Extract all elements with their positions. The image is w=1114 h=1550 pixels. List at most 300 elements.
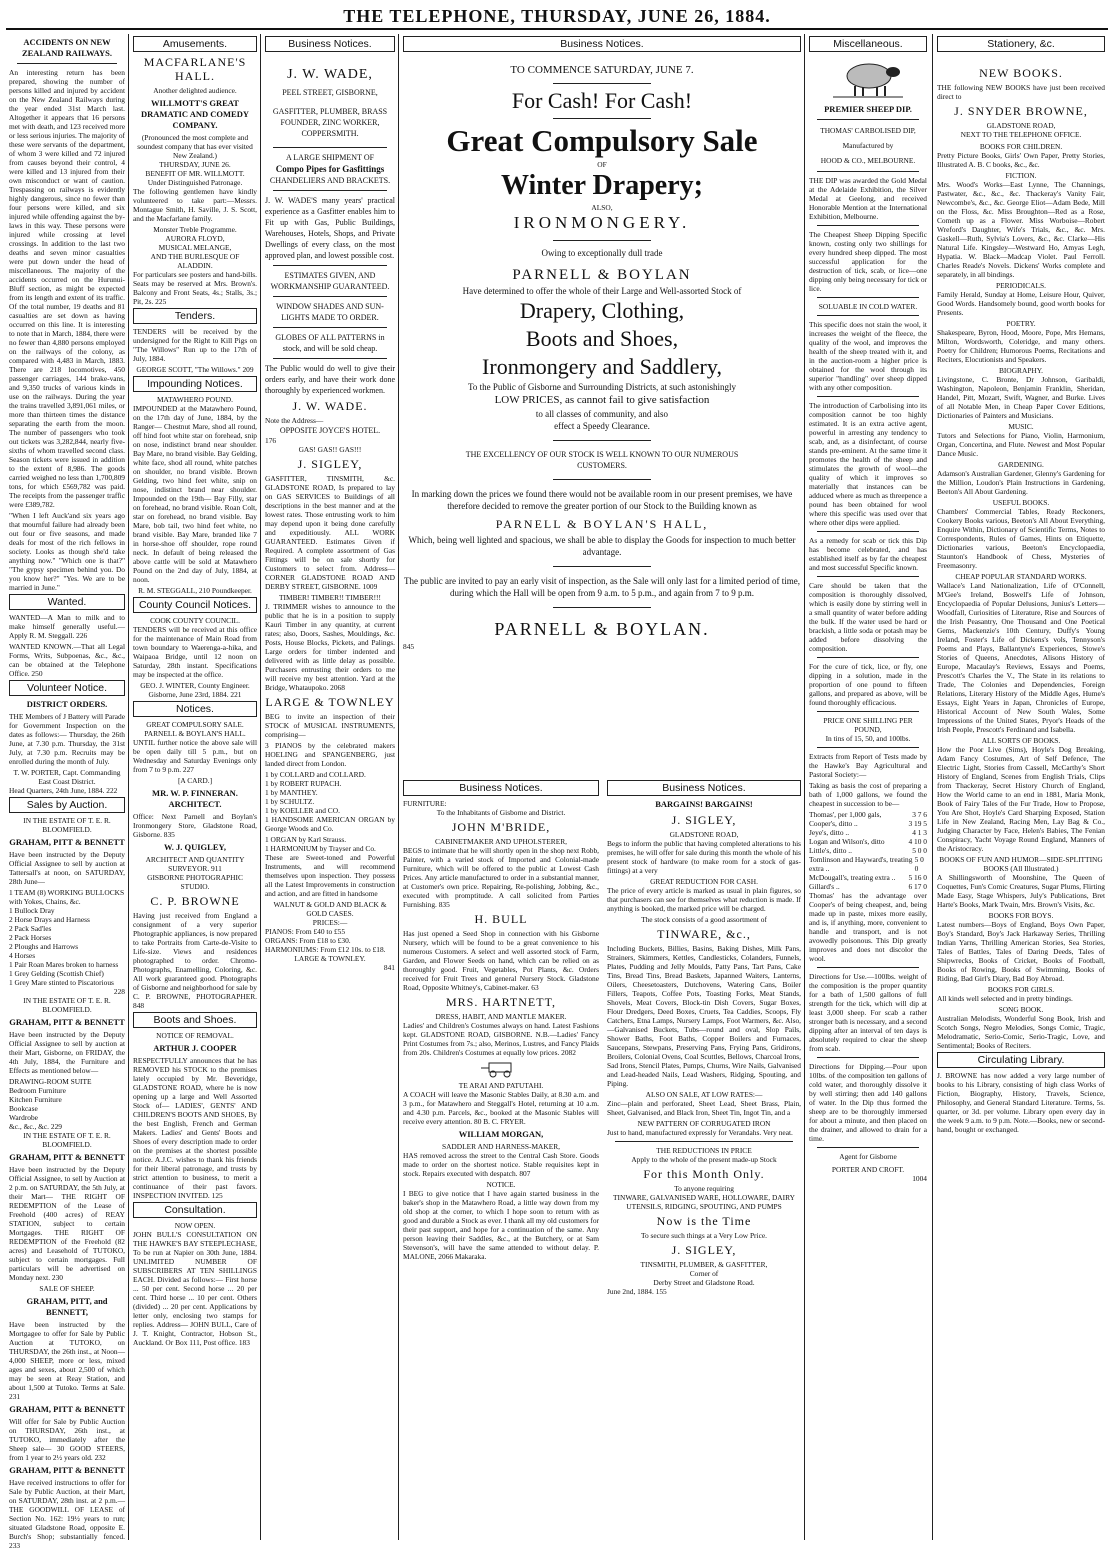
section-header-misc: Miscellaneous.	[809, 36, 927, 52]
list-item: Bookcase	[9, 1104, 38, 1113]
section-header-consultation: Consultation.	[133, 1202, 257, 1218]
ad-text: Will offer for Sale by Public Auction on THURSDAY, 26th inst., at TUTOKO, immediately after the Sheep sale— 30 GOOD STEERS, from 1 year to 2½ years old. 232	[9, 1417, 125, 1462]
ad-title: BARGAINS! BARGAINS!	[655, 799, 753, 809]
ad-title: BOOKS OF FUN AND HUMOR—SIDE-SPLITTING BOOKS (All Illustrated.)	[939, 855, 1103, 873]
table-cell-name: Logan and Wilson's, ditto	[809, 837, 885, 846]
section-header-amusements: Amusements.	[133, 36, 257, 52]
ad-signature: GEO. J. WINTER, County Engineer. Gisborne, June 23rd, 1884. 221	[140, 681, 250, 699]
ad-title: GRAHAM, PITT & BENNETT	[9, 1152, 125, 1162]
section-header-wanted: Wanted.	[9, 594, 125, 610]
ad-text: Extracts from Report of Tests made by the Hawke's Bay Agricultural and Pastoral Society:—	[809, 752, 927, 779]
ad-title: WILLIAM MORGAN,	[458, 1129, 544, 1139]
ad-title: GRAHAM, PITT & BENNETT	[9, 1017, 125, 1027]
ad-text: June 2nd, 1884. 155	[607, 1287, 667, 1296]
ad-text: Tutors and Selections for Piano, Violin, Harmonium, Organ, Concertina, and Flute. Newest and Most Popular Dance Music.	[937, 431, 1105, 458]
divider	[817, 747, 919, 748]
coach-icon	[481, 1060, 521, 1078]
list-item: 1 TEAM (8) WORKING BULLOCKS with Yokes, Chains, &c.	[9, 888, 125, 906]
ad-text: Including Buckets, Billies, Basins, Baking Dishes, Milk Pans, Strainers, Skimmers, Kettles, Candlesticks, Colanders, Funnels, Plates, Pudding and Jelly Moulds, Patty Pans, Tart Pans, Cake Tins, Bread Tins, Bread Baskets, Japanned Waiters, Lanterns, Oilers, Cheesetoasters, Dutchovens, Watering Cans, Boiler Fillers, Teapots, Coffee Pots, Toasting Forks, Meat Stands, Shovels, Meat Covers, Block-tin Dish Covers, Sugar Boxes, Flour Dredgers, Deed Boxes, Cruets, Tea Caddies, Scoops, Fly Catchers, Etna Lamps, Nursery Lamps, Foot Warmers, &c. Also,—Galvanised Buckets, Tubs—round and oval, Slop Pails, Shower Baths, Foot Baths, Copper Boilers and Furnaces, Saucepans, Stewpans, Preserving Pans, Frying Pans, Gridirons, Broilers, Colonial Ovens, Coal Scuttles, Bellows, Charcoal Irons, Sad Irons, Stencil Plates, Pumps, Churns, Wire Nails, Galvanised and Lead-headed Nails, Lead Washers, Ridging, Spouting, and Piping.	[607, 944, 801, 1088]
ad-text: Have been instructed by the Deputy Official Assignee to sell by auction at their Mart, Gisborne, on FRIDAY, the 4th July, 1884, the Furniture and Effects as mentioned below—	[9, 1030, 125, 1075]
ad-text: 1 HARMONIUM by Trayser and Co.	[265, 844, 376, 853]
ad-signature: J. W. WADE.	[292, 399, 368, 413]
list-item: Kitchen Furniture	[9, 1095, 62, 1104]
ad-title: MACFARLANE'S HALL.	[143, 55, 247, 83]
ad-text: To the Public of Gisborne and Surrounding Districts, at such astonishingly	[467, 382, 737, 392]
ad-text: Adamson's Australian Gardener, Glenny's Gardening for the Million, Loudon's Plain Instructions in Gardening, Beeton's All About Gardening.	[937, 469, 1105, 496]
table-cell-name: Thomas', per 1,000 gals,	[809, 810, 882, 819]
ad-text: Mrs. Wood's Works—East Lynne, The Channings, Pastwater, &c., &c., &c. Thackeray's Vanity Fair, Newcombe's, &c., &c. George Eliot—Adam Bede, Mill on the Floss, &c. Miss Broughton—Red as a Rose, Cometh up as a Flower. Miss Worboise—Robert Wreford's Daughter, Wife's Trials, &c., &c. Mrs. Gaskell—Ruth, Sylvia's Lovers, &c., &c. Clarke—His Natural Life. Kingsley—Westward Ho, Amyas Legh, Hypatia. W. Black—Madcap Violet. Paul Ferroll. Charles Reade's Novels. Dickens' Works complete and separately, in all bindings.	[937, 180, 1105, 279]
ad-text: WALNUT & GOLD AND BLACK & GOLD CASES.	[273, 900, 387, 918]
divider	[817, 171, 919, 172]
ad-text: NEW PATTERN OF CORRUGATED IRON	[637, 1119, 771, 1128]
ad-text: THE DIP was awarded the Gold Medal at the Adelaide Exhibition, the Silver Medal at Geelong, and received Honorable Mention at the International Exhibition, Melbourne.	[809, 176, 927, 221]
ad-title: TINWARE, &c.,	[657, 927, 751, 941]
ad-text: In marking down the prices we found there would not be available room in our present premises, we have therefore decided to remove the greater portion of our Stock to the Building known as	[411, 489, 793, 511]
ad-text: Owing to exceptionally dull trade	[541, 248, 663, 258]
list-item: 2 Ploughs and Harrows	[9, 942, 79, 951]
ad-text: Wallace's Land Nationalization, Life of O'Connell, M'Gee's Ireland, Boswell's Life of Johnson, Encyclopaedia of Popular Delusions, Junius's Letters—Woodfall, Curiosities of Literature, Rise and Sources of the Irish Peasantry, One Thousand and One Poetical Gems, Mackenzie's 10th Century, Duffy's Young Ireland, Foster's Life of Dickens's vols, Tennyson's Poems and Plays, Ballantyne's Experiences, Stowe's Stories of Queens, Anecdotes, Alisons History of Europe, Macaulay's Reviews, Essays and Poems, Prescott's Charles the V., The State in its relations to Trade, The Colonies and Dependencies, Foreign Relations, Literary History of the Middle Ages, Hume's Essays, Eight Years in Japan, Chronicles of Europe, Historical Account of New South Wales, Some Impressions of the United States, Pryor's Heads of the Irish People, Prescott's Ferdinand and Isabella.	[937, 581, 1105, 734]
ad-title: C. P. BROWNE	[150, 894, 240, 908]
ad-title: SALE OF SHEEP.	[39, 1284, 95, 1293]
ad-title: PARNELL & BOYLAN'S HALL,	[495, 517, 709, 531]
table-cell-price: 5 0 0	[912, 846, 927, 855]
divider	[817, 396, 919, 397]
ad-text: 1 ORGAN by Karl Strauss.	[265, 835, 347, 844]
sheep-icon	[833, 58, 903, 98]
ad-text: TO COMMENCE SATURDAY, JUNE 7.	[510, 64, 694, 76]
ad-title: IN THE ESTATE OF T. E. R. BLOOMFIELD.	[23, 1131, 111, 1149]
ad-text: THOMAS' CARBOLISED DIP,	[820, 126, 916, 135]
ad-text: GLADSTONE ROAD,	[669, 830, 739, 839]
ad-title: For this Month Only.	[643, 1167, 765, 1181]
ad-signature: R. M. STEGGALL, 210 Poundkeeper.	[138, 586, 252, 595]
ad-title: ALL SORTS OF BOOKS.	[981, 736, 1061, 745]
ad-title: PERIODICALS.	[996, 281, 1046, 290]
ad-signature: J. SIGLEY,	[671, 1243, 737, 1257]
ad-text: [A CARD.]	[177, 776, 213, 785]
ad-text: To the Inhabitants of Gisborne and District.	[436, 808, 566, 817]
ad-text: effect a Speedy Clearance.	[554, 421, 650, 431]
list-item: 2 Pack Horses	[9, 933, 52, 942]
ad-text: MUSICAL MELANGE,	[158, 243, 232, 252]
ad-title: GRAHAM, PITT & BENNETT	[9, 1404, 125, 1414]
table-cell-price: 4 1 3	[912, 828, 927, 837]
ad-text: Derby Street and Gladstone Road.	[653, 1278, 755, 1287]
ad-text: Have been instructed by the Deputy Official Assignee to sell by auction at Tattersall's at noon, on SATURDAY, 28th June—	[9, 850, 125, 886]
ad-title: BOOKS FOR GIRLS.	[987, 985, 1055, 994]
ad-text: GLOBES OF ALL PATTERNS in stock, and will be sold cheap.	[275, 333, 385, 353]
ad-text: Office: Next Parnell and Boylan's Ironmongery Store, Gladstone Road, Gisborne. 835	[133, 812, 257, 839]
ad-text: SADDLER AND HARNESS-MAKER,	[441, 1142, 561, 1151]
ad-text: A LARGE SHIPMENT OF	[285, 153, 375, 162]
ad-text: UNTIL further notice the above sale will be open daily till 5 p.m., but on Wednesday and Saturday Evenings only from 7 to 9 p.m. 227	[133, 738, 257, 774]
divider	[817, 315, 919, 316]
ad-number: 228	[113, 987, 125, 996]
ad-text: Agent for Gisborne	[839, 1152, 897, 1161]
ad-text: Australian Melodists, Wonderful Song Book, Irish and Scotch Songs, Negro Melodies, Songs Comic, Tragic, Melodramatic, Serio-Comic, Serio-Tragic, Love, and Sentimental; Books of Reciters.	[937, 1014, 1105, 1050]
column-6	[604, 778, 804, 1540]
ad-text: I BEG to give notice that I have again started business in the baker's shop in the Matawhero Road, a little way down from my old shop at the corner, to which I hope soon to return with as good and durable a Stock as ever. I thank all my old customers for their past support, and hope for a continuation of the same. Any person leaving their Saddles, &c., at the Butchery, or at Sam Stevenson's, will have the same attended to without delay. P. MALONE, 2066 Makaraka.	[403, 1189, 599, 1261]
ad-text: HAS removed across the street to the Central Cash Store. Goods made to order on the shortest notice. Stable requisites kept in stock. Repairs executed with despatch. 807	[403, 1151, 599, 1178]
ad-title: COOK COUNTY COUNCIL.	[150, 616, 240, 625]
ad-text: Taking as basis the cost of preparing a bath of 1,000 gallons, we found the cheapest in succession to be—	[809, 781, 927, 808]
section-header-impounding: Impounding Notices.	[133, 376, 257, 392]
ad-text: The stock consists of a good assortment of	[641, 915, 767, 924]
ad-text: Monster Treble Programme.	[153, 225, 237, 234]
ad-title: Now is the Time	[656, 1214, 752, 1228]
ad-text: The price of every article is marked as usual in plain figures, so that purchasers can see for themselves what reduction is made. If anything is booked, the marked price will be charged.	[607, 886, 801, 913]
section-header-sales: Sales by Auction.	[9, 797, 125, 813]
section-header-business: Business Notices.	[403, 780, 599, 796]
divider	[273, 358, 387, 359]
divider	[817, 225, 919, 226]
ad-text: RESPECTFULLY announces that he has REMOVED his STOCK to the premises lately occupied by Mr. Beveridge, GLADSTONE ROAD, where he is now opening up a large and Well Assorted Stock of— LADIES', GENTS' AND CHILDREN'S BOOTS AND SHOES, By the best English, French and German Makers. Ladies' and Gents' Boots and Shoes of every description made to order on the premises at the shortest possible notice. A.J.C. wishes to thank his friends for their liberal patronage, and trusts by strict attention to business, to merit a continuance of their past favors. INSPECTION INVITED. 125	[133, 1056, 257, 1200]
ad-title: J. SIGLEY,	[297, 457, 363, 471]
ad-text: Directions for Use.—100lbs. weight of the composition is the proper quantity for a bath of 1,500 gallons of full strength for the tick, which will dip at least 3,000 sheep. For scab a rather stronger bath is necessary, and a second dipping after an interval of ten days is absolutely required to clear the sheep from scab.	[809, 972, 927, 1053]
ad-text: CHANDELIERS AND BRACKETS.	[269, 176, 391, 185]
divider	[553, 440, 651, 441]
ad-text: THE EXCELLENCY OF OUR STOCK IS WELL KNOWN TO OUR NUMEROUS CUSTOMERS.	[465, 450, 739, 470]
ad-text: OPPOSITE JOYCE'S HOTEL.	[279, 426, 381, 435]
divider	[817, 1147, 919, 1148]
ad-text: The following gentlemen have kindly volunteered to take part:—Messrs. Montague Smith, H. Saville, J. S. Scott, and the Macfarlane family.	[133, 187, 257, 223]
ad-text: GASFITTER, TINSMITH, &c. GLADSTONE ROAD, Is prepared to lay on GAS SERVICES to Buildings of all descriptions in the best manner and at the lowest rates. Those entrusting work to him may depend upon it being done carefully and expeditiously. ALL WORK GUARANTEED. Estimates Given if Required. A complete assortment of Gas Fittings will be on sale shortly for Customers to select from. Address— CORNER GLADSTONE ROAD AND DERBY STREET, GISBORNE. 1009	[265, 474, 395, 591]
ad-text: BEG to invite an inspection of their STOCK of MUSICAL INSTRUMENTS, comprising—	[265, 712, 395, 739]
list-item: 4 Horses	[9, 951, 36, 960]
ad-text: Corner of	[689, 1269, 719, 1278]
ad-number: 176	[265, 436, 277, 445]
divider	[17, 63, 117, 64]
list-item: 1 by COLLARD and COLLARD.	[265, 770, 366, 779]
ad-text: GLADSTONE ROAD,	[986, 121, 1056, 130]
ad-text: HARMONIUMS: From £12 10s. to £18.	[265, 945, 386, 954]
table-row	[809, 810, 927, 819]
ad-text: DRESS, HABIT, AND MANTLE MAKER.	[435, 1012, 567, 1021]
ad-text: Which, being well lighted and spacious, we shall be able to display the Goods for inspection to much better advantage.	[408, 535, 796, 557]
section-header-stationery: Stationery, &c.	[937, 36, 1105, 52]
ad-text: TENDERS will be received at this office for the maintenance of Main Road from town boundary to Waerenga-a-hika, and Waipaoa Bridge, until 12 noon on Saturday, 28th instant. Specifications may be inspected at the office.	[133, 625, 257, 679]
ad-title: SONG BOOK.	[998, 1005, 1044, 1014]
divider	[553, 83, 651, 84]
ad-text: PRICE ONE SHILLING PER POUND,	[823, 716, 913, 734]
ad-text: Has just opened a Seed Shop in connection with his Gisborne Nursery, which will be found to be a great convenience to his numerous Customers. A select and well assorted stock of Farm, Garden, and Flower Seeds on hand, which can be relied on as thoroughly good. Fruit, Vegetables, Pot Plants, &c. Orders received for Fruit Trees and general Nursery Stock. Gladstone Road, Opposite Whitney's, Cabinet-maker. 63	[403, 929, 599, 992]
ad-text: J. W. WADE'S many years' practical experience as a Gasfitter enables him to Fit up with Gas, Public Buildings, Warehouses, Hotels, Shops, and Private Dwellings of every class, on the most approved plan, and lowest possible cost.	[265, 196, 395, 260]
ad-number: 1004	[912, 1174, 927, 1183]
ad-text: Having just received from England a consignment of a very superior Photographic appliances, is now prepared to take Portraits from Carte-de-Visite to Life-size. Views and residences photographed to order. Chromo-Photographs, Enamelling, Coloring, &c. All work guaranteed good. Photographs of Gisborne and neighborhood for sale by C. P. BROWNE, PHOTOGRAPHER. 848	[133, 911, 257, 1010]
list-item: 1 Bullock Dray	[9, 906, 55, 915]
ad-text: Just to hand, manufactured expressly for Verandahs. Very neat.	[607, 1128, 793, 1137]
ad-title: NOW OPEN.	[174, 1221, 216, 1230]
ad-text: BEGS to intimate that he will shortly open in the shop next Robb, Painter, with a varied stock of Imported and Colonial-made Furniture, which will be offered to the public at Lowest Cash Prices. Any article manufactured to order in a substantial manner, at Customer's own price. Repairing, Re-polishing, Jobbing, &c., executed with promptitude. A call solicited from Parties Furnishing. 835	[403, 846, 599, 909]
ad-text: Have determined to offer the whole of their Large and Well-assorted Stock of	[462, 286, 742, 296]
ad-title: J. W. WADE,	[287, 67, 373, 82]
ad-text: These are Sweet-toned and Powerful Instruments, and will recommend themselves upon inspection. They possess all the Latest Improvements in construction and action, and are fitted in handsome	[265, 853, 395, 898]
table-row	[809, 855, 927, 873]
ad-text: ESTIMATES GIVEN, AND WORKMANSHIP GUARANTEED.	[270, 271, 390, 291]
ad-text: IMPOUNDED at the Matawhero Pound, on the 17th day of June, 1884, by the Ranger— Chestnut Mare, shod all round, off hind foot white star on forehead, snip on nose, indistinct brand near shoulder. Bay Mare, no brand visible. Bay Gelding, white face, shod all round, white patches on shoulder, no brand visible. Brown Gelding, two hind feet white, snip on nose, indistinct brand near shoulder. Impounded on the 19th— Bay Filly, star on forehead, no brand visible. Roan Colt, star on forehead, no brand visible. Bay Mare, bob tail, two hind feet white, no brand visible. Bay Mare, branded like 7 in horse-shoe off shoulder, rope round neck. In default of being released the above cattle will be sold at Matawhero Pound on the 2nd day of July, 1884, at noon.	[133, 404, 257, 584]
ad-text: THURSDAY, JUNE 26.	[159, 160, 231, 169]
ad-text: Directions for Dipping.—Pour upon 10lbs. of the composition ten gallons of cold water, and thoroughly dissolve it by well stirring; then add 140 gallons of water. In the Dip thus formed the sheep are to be thoroughly immersed for about a minute, and then placed on the drainer, and allowed to drain for a time.	[809, 1062, 927, 1143]
columns	[6, 34, 1108, 1550]
divider	[817, 119, 919, 120]
ad-text: JOHN BULL'S CONSULTATION ON THE HAWKE'S BAY STEEPLECHASE, To be run at Napier on 30th June, 1884. UNLIMITED NUMBER OF SUBSCRIBERS AT TEN SHILLINGS EACH. Divided as follows:— First horse ... 50 per cent. Second horse ... 20 per cent. Third horse ... 10 per cent. Others (divided) ... 20 per cent. Applications by letter only, enclosing two stamps for replies. Address— JOHN BULL, Care of J. T. Knight, Contractor, Hobson St., Auckland. Or Box 111, Post office. 183	[133, 1230, 257, 1347]
divider	[817, 657, 919, 658]
column-1	[6, 34, 128, 1550]
divider	[817, 1057, 919, 1058]
section-header-county: County Council Notices.	[133, 597, 257, 613]
ad-title: BOOKS FOR BOYS.	[988, 911, 1054, 920]
ad-title: NEW BOOKS.	[979, 66, 1063, 80]
ad-title: GARDENING.	[998, 460, 1044, 469]
ad-signature: LARGE & TOWNLEY.	[294, 954, 366, 963]
ad-title: MUSIC.	[1008, 422, 1034, 431]
ad-text: Another delighted audience.	[153, 86, 237, 95]
ad-title: MR. W. P. FINNERAN. ARCHITECT.	[152, 788, 238, 809]
ad-text: For particulars see posters and hand-bills. Seats may be reserved at Mrs. Brown's. Balcony and Front Seats, 4s.; Stalls, 3s.; Pit, 2s. 225	[133, 270, 257, 306]
ad-text: Apply to the whole of the present made-up Stock	[631, 1155, 777, 1164]
ad-text: PARNELL & BOYLAN'S HALL.	[144, 729, 246, 738]
ad-text: TINWARE, GALVANISED WARE, HOLLOWARE, DAIRY UTENSILS, RIDGING, SPOUTING, AND PUMPS	[613, 1193, 795, 1211]
ad-headline: Boots and Shoes,	[525, 326, 679, 351]
ad-text: The introduction of Carbolising into its composition cannot be too highly estimated. It is an extra active agent, powerful in arresting any tendency to scab, and, as a disinfectant, of course stands pre-eminent. At the same time it promotes the health of the sheep and stimulates the growth of wool—the quality of which it improves so materially that instances can be adduced where as much as threepence a pound has been obtained for wool where this specific was used over that where other dips were applied.	[809, 401, 927, 527]
list-item: 1 Grey Gelding (Scottish Chief)	[9, 969, 104, 978]
ad-title: For Cash! For Cash!	[511, 88, 693, 113]
ad-headline: IRONMONGERY.	[513, 213, 691, 232]
ad-title: GRAHAM, PITT, and BENNETT,	[26, 1296, 108, 1317]
table-row	[809, 837, 927, 846]
ad-text: WANTED—A Man to milk and to make himself generally useful.—Apply R. M. Steggall. 226	[9, 613, 125, 640]
table-row	[809, 828, 927, 837]
list-item: 2 Horse Drays and Harness	[9, 915, 90, 924]
ad-title: MATAWHERO POUND.	[156, 395, 233, 404]
ad-text: ALSO,	[591, 203, 613, 212]
ad-text: AURORA FLOYD,	[165, 234, 225, 243]
article-body: An interesting return has been prepared, showing the number of persons killed and injured by accident on the New Zealand Railways during the year ended 31st March last. Altogether it appears that 16 persons met with death, and 123 received more or less serious injuries. The majority of these were servants of the department, of whom 3 were killed and 72 injured from causes beyond their control, 4 were killed and 13 injured from their own misconduct or want of caution. Trespassing on railways is evidently highly dangerous, since no fewer than four persons were killed, and six injured while offending against the by-laws in this way. These persons were injured while crossing at level crossings. In addition to the last two deaths and seven minor casualties were put down under the head of miscellaneous. The majority of the accidents occurred on the Hurunui-Bluff section, as might be expected from its length and extent of its traffic. Of the total number, 19 deaths and 81 casualties are set down as having occurred on this line. It is interesting to note that in March, 1884, there were no fewer than 4,880 persons employed on the railways of the colony, as compared with 4,483 in March, 1883. There are 218 locomotives, 450 passenger carriages, 144 brake-vans, and 9,350 trucks of various kinds in use on the railways. During the year the trains travelled 3,891,061 miles, or more than thirteen times the distance separating the earth from the moon. The number of passengers who took out tickets was 3,282,844, nearly five-sixths of whom travelled second class. Season tickets were issued in addition to the extent of 8,986. The goods carried weighed no less than 1,700,809 tons, for which £569,782 was paid. The receipts from the passenger traffic were £389,782.	[9, 68, 125, 509]
ad-text: Compo Pipes for Gasfittings	[275, 164, 385, 174]
ad-text: Pretty Picture Books, Girls' Own Paper, Pretty Stories, Illustrated A. B. C books, &c., &c.	[937, 151, 1105, 169]
ad-text: Begs to inform the public that having completed alterations to his premises, he will offer for sale during this month the whole of his present stock of hardware (to make room for a stock of gas-fittings) at a very	[607, 839, 801, 875]
ad-text: TENDERS will be received by the undersigned for the Right to Kill Pigs on "The Willows" Run up to the 17th of July, 1884.	[133, 327, 257, 363]
ad-text: In tins of 15, 50, and 100lbs.	[825, 734, 911, 743]
list-item: 1 by KOELLER and CO.	[265, 806, 340, 815]
divider	[817, 711, 919, 712]
table-cell-price: 3 7 6	[912, 810, 927, 819]
ad-text: Manufactured by	[842, 141, 894, 150]
divider	[553, 118, 651, 119]
ad-text: The public are invited to pay an early visit of inspection, as the Sale will only last for a limited period of time, during which the Hall will be open from 9 a.m. to 5 p.m., and again from 7 to 9 p.m.	[404, 576, 800, 598]
ad-text: SOLUABLE IN COLD WATER.	[818, 302, 918, 311]
divider	[273, 190, 387, 191]
divider	[553, 479, 651, 480]
ad-text: OF	[597, 160, 607, 169]
ad-text: The Cheapest Sheep Dipping Specific known, costing only two shillings for every hundred sheep dipped. The most successful application for the destruction of tick, scab, or lice—one dipping only being necessary for tick or lice.	[809, 230, 927, 293]
divider	[817, 576, 919, 577]
column-3	[262, 34, 398, 1540]
ad-text: To anyone requiring	[674, 1184, 734, 1193]
ad-text: J. BROWNE has now added a very large number of books to his Library, consisting of high class Works of Fiction, Biography, History, Travels, Science, Philosophy, and General Standard Literature. Terms, 5s. quarter, or 3d. per volume. Library open every day in the week 9 a.m. to 9 p.m. Note.—Books, new or second-hand, bought or exchanged.	[937, 1071, 1105, 1134]
list-item: Bedroom Furniture	[9, 1086, 66, 1095]
ad-title: IN THE ESTATE OF T. E. R. BLOOMFIELD.	[23, 816, 111, 834]
ad-text: Have been instructed by the Deputy Official Assignee, to sell by Auction at 2 p.m. on SATURDAY, the 5th July, at their Mart— THE RIGHT OF REDEMPTION of the Lease of Freehold (400 acres) of REAY STATION, subject to certain Mortgages. THE RIGHT OF REDEMPTION of the Freehold (82 acres) and Leasehold of TUTOKO, subject to certain mortgages. Full particulars will be advertised on Monday next. 230	[9, 1165, 125, 1282]
ad-title: JOHN M'BRIDE,	[451, 820, 551, 834]
ad-text: 1 HANDSOME AMERICAN ORGAN by George Woods and Co.	[265, 815, 395, 833]
ad-text: For the cure of tick, lice, or fly, one dipping in a solution, made in the proportion of one pound to fifteen gallons, and prepared as above, will be found thoroughly efficacious.	[809, 662, 927, 707]
divider	[273, 265, 387, 266]
list-item: 1 Pair Roan Mares broken to harness	[9, 960, 119, 969]
list-item: &c., &c., &c. 229	[9, 1122, 62, 1131]
ad-text: GREAT REDUCTION FOR CASH.	[650, 877, 758, 886]
ad-text: THE following NEW BOOKS have just been received direct to	[937, 83, 1105, 101]
ad-text: PEEL STREET, GISBORNE,	[282, 88, 378, 97]
ad-title: WILLMOTT'S GREAT DRAMATIC AND COMEDY COMPANY.	[141, 98, 249, 130]
ad-number: 845	[403, 642, 415, 651]
ad-text: NEXT TO THE TELEPHONE OFFICE.	[960, 130, 1082, 139]
ad-title: PREMIER SHEEP DIP.	[824, 104, 912, 114]
ad-title: NOTICE OF REMOVAL.	[156, 1031, 234, 1040]
price-table	[809, 810, 927, 891]
table-cell-name: Jeye's, ditto ..	[809, 828, 850, 837]
table-cell-price: 5 16 0	[908, 873, 927, 882]
ad-text: THE REDUCTIONS IN PRICE	[656, 1146, 752, 1155]
ad-title: CHEAP POPULAR STANDARD WORKS.	[955, 572, 1087, 581]
ad-text: PRICES:—	[312, 918, 348, 927]
center-advert	[400, 34, 804, 774]
ad-text: Livingstone, C. Bronte, Dr Johnson, Garibaldi, Washington, Napoleon, Benjamin Franklin, Sheridan, Handel, Pitt, Mozart, Swift, Wagner, and Burke. Lives of all Notable Men, in Cheap Paper Cover Editions, Dictionaries of Painters and Musicians.	[937, 375, 1105, 420]
ad-text: BENEFIT OF MR. WILLMOTT.	[145, 169, 245, 178]
ad-text: FURNITURE:	[403, 799, 447, 808]
table-cell-price: 4 10 0	[908, 837, 927, 846]
divider	[817, 967, 919, 968]
ad-text: Care should be taken that the composition is thoroughly dissolved, which is easily done by stirring well in a small quantity of water before adding the bulk. If the water used be hard or brackish, a little soda or potash may be added before dissolving the composition.	[809, 581, 927, 653]
ad-text: J. TRIMMER wishes to announce to the public that he is in a position to supply Kauri Timber in any quantity, at current rates; also, Doors, Sashes, Mouldings, &c. Posts, House Blocks, Pickets, and Palings. Large orders for timber indented and delivered with as little delay as possible. Purchasers entrusting their orders to me will receive my best attention. Yard at the Bridge, Whataupoko. 2068	[265, 602, 395, 692]
section-header-business: Business Notices.	[265, 36, 395, 52]
list-item: 1 by SCHULTZ.	[265, 797, 315, 806]
ad-title: GRAHAM, PITT & BENNETT	[9, 837, 125, 847]
ad-title: J. SIGLEY,	[671, 813, 737, 827]
list-item: 1 by ROBERT RUPACH.	[265, 779, 342, 788]
table-cell-price: 5 0 0	[914, 855, 924, 873]
ad-text: AND THE BURLESQUE OF ALADDIN.	[150, 252, 240, 270]
ad-text: As a remedy for scab or tick this Dip has become celebrated, and has established itself as by far the cheapest and most successful Specific known.	[809, 536, 927, 572]
ad-text: ARCHITECT AND QUANTITY SURVEYOR. 911	[145, 855, 245, 873]
column-8	[934, 34, 1108, 1540]
ad-text: ORGANS: From £18 to £30.	[265, 936, 351, 945]
table-cell-name: Tomlinson and Hayward's, treating extra ..	[809, 855, 913, 873]
ad-text: Thomas' has the advantage over Cooper's of being cheapest, and, being made up in paste, mixes more easily, and is, if anything, more, convenient to handle and transport, and is not avowedly poisonous. This Dip greatly improves and does not discolor the wool.	[809, 891, 927, 963]
ad-text: Latest numbers—Boys of England, Boys Own Paper, Boy's Standard, Boy's Jack Harkaway Series, Thrilling Indian Yarns, Thrilling American Stories, Sea Stories, Tales of Battles, Tales of Daring Deeds, Tales of Shipwrecks, Books of Cricket, Books of Football, Books of Rowing, Books of Swimming, Books of Riding, Bad Girl's Diary, Bad Boy Abroad.	[937, 920, 1105, 983]
divider	[553, 240, 651, 241]
masthead: THE TELEPHONE, THURSDAY, JUNE 26, 1884.	[6, 4, 1108, 30]
ad-text: CABINETMAKER AND UPHOLSTERER,	[434, 837, 567, 846]
ad-text: 3 PIANOS by the celebrated makers HOELING and SPANGENBERG, just landed direct from London.	[265, 741, 395, 768]
ad-title: BOOKS FOR CHILDREN.	[979, 142, 1063, 151]
ad-title: ARTHUR J. COOPER	[153, 1043, 237, 1053]
column-7	[806, 34, 930, 1540]
column-2	[130, 34, 260, 1540]
table-cell-name: McDougall's, treating extra ..	[809, 873, 896, 882]
table-cell-name: Gillard's ..	[809, 882, 840, 891]
ad-signature: PORTER AND CROFT.	[831, 1165, 905, 1174]
ad-text: All kinds well selected and in pretty bindings.	[937, 994, 1073, 1003]
ad-text: The Public would do well to give their orders early, and have their work done thoroughly by experienced workmen.	[265, 364, 395, 395]
ad-headline: Great Compulsory Sale	[446, 123, 758, 158]
ad-headline: Ironmongery and Saddlery,	[482, 354, 722, 379]
divider	[615, 1141, 793, 1142]
ad-text: Have received instructions to offer for Sale by Public Auction, at their Mart, on SATURDAY, 28th inst. at 2 p.m.— THE GOODWILL OF LEASE of Section No. 162: 19½ years to run; situated Gladstone Road, opposite E. Burch's Shop; substantially fenced. 233	[9, 1478, 125, 1550]
table-cell-price: 6 17 0	[908, 882, 927, 891]
table-row	[809, 873, 927, 882]
ad-signature: T. W. PORTER, Capt. Commanding East Coast District.	[13, 768, 121, 786]
divider	[273, 147, 387, 148]
divider	[553, 566, 651, 567]
ad-text: LOW PRICES, as cannot fail to give satisfaction	[494, 394, 710, 406]
article-title: ACCIDENTS ON NEW ZEALAND RAILWAYS.	[21, 37, 113, 58]
ad-text: Zinc—plain and perforated, Sheet Lead, Sheet Brass, Plain, Sheet, Galvanised, and Black Iron, Sheet Tin, Ingot Tin, and a	[607, 1099, 801, 1117]
section-header-volunteer: Volunteer Notice.	[9, 680, 125, 696]
ad-text: to all classes of community, and also	[535, 409, 669, 419]
ad-headline: Winter Drapery;	[501, 170, 703, 201]
divider	[273, 327, 387, 328]
ad-title: TE ARAI AND PATUTAHI.	[458, 1081, 544, 1090]
list-item: Wardrobe	[9, 1113, 38, 1122]
ad-text: Note the Address—	[265, 416, 324, 425]
ad-text: Head Quarters, 24th June, 1884. 222	[9, 786, 118, 795]
ad-text: Chambers' Commercial Tables, Ready Reckoners, Cookery Books various, Beeton's All About Everything, Enquire Within, Dictionary of Scientific Terms, Notes to Correspondents, Rules of Games, Hints on Etiquette, Dictionaries various, Beeton's Encyclopaedia, Staunton's Handbook of Chess, Mysteries of Freemasonry.	[937, 507, 1105, 570]
ad-text: Have been instructed by the Mortgagee to offer for Sale by Public Auction at TUTOKO, on THURSDAY, the 26th inst., at Noon— 4,000 SHEEP, more or less, mixed ages and sexes, about 2,500 of which may be seen at Reay Station, and about 1,500 at Tutoko. Terms at Sale. 231	[9, 1320, 125, 1401]
table-cell-name: Little's, ditto ..	[809, 846, 853, 855]
table-row	[809, 882, 927, 891]
list-item: 1 by MANTHEY.	[265, 788, 318, 797]
article-quote: "When I left Auck'and six years ago that mournful failure had already been out four or five seasons, and made deals for most of the rich fellows in society. Looks as though she'd take anything now." "Which one is that?" "The gypsy specimen behind you. Do you know her?" "Yes. We are to be married in June."	[9, 511, 125, 592]
ad-title: MRS. HARTNETT,	[445, 995, 557, 1009]
ad-signature: PARNELL & BOYLAN.	[494, 619, 710, 639]
ad-number: 841	[383, 963, 395, 972]
ad-title: FICTION.	[1005, 171, 1037, 180]
section-header-business: Business Notices.	[607, 780, 801, 796]
ad-title: PARNELL & BOYLAN	[512, 267, 692, 283]
divider	[273, 296, 387, 297]
ad-title: USEFUL BOOKS.	[992, 498, 1050, 507]
ad-title: GREAT COMPULSORY SALE.	[146, 720, 244, 729]
ad-title: W. J. QUIGLEY,	[164, 842, 226, 852]
section-header-business: Business Notices.	[403, 36, 801, 52]
ad-title: LARGE & TOWNLEY	[265, 695, 395, 709]
table-cell-price: 3 19 5	[908, 819, 927, 828]
table-row	[809, 819, 927, 828]
ad-text: This specific does not stain the wool, it increases the weight of the fleece, the quality of the wool, and improves the health of the sheep treated with it, and in the auction-room a higher price is obtained for the wool through its superior "handling" over sheep dipped with any other composition.	[809, 320, 927, 392]
ad-title: J. SNYDER BROWNE,	[954, 104, 1088, 118]
column-5	[400, 778, 602, 1540]
ad-title: NOTICE.	[486, 1180, 516, 1189]
section-header-tenders: Tenders.	[133, 308, 257, 324]
ad-text: To secure such things at a Very Low Price.	[641, 1231, 767, 1240]
ad-text: WINDOW SHADES AND SUN-LIGHTS MADE TO ORDER.	[276, 302, 384, 322]
section-header-boots: Boots and Shoes.	[133, 1012, 257, 1028]
divider	[553, 607, 651, 608]
ad-title: DISTRICT ORDERS.	[26, 699, 108, 709]
list-item: 1 Grey Mare stinted to Piscatorious	[9, 978, 114, 987]
ad-text: A COACH will leave the Masonic Stables Daily, at 8.30 a.m. and 3 p.m., for Matawhero and Steggall's Hotel, returning at 10 a.m. and 4.30 p.m. Parcels, &c., booked at the Masonic Stables will receive every attention. 80 B. C. FRYER.	[403, 1090, 599, 1126]
ad-text: A Shillingsworth of Moonshine, The Queen of Coquettes, Fun's Comic Creatures, Sugar Plums, Flirting Made Easy, Stage Whispers, July's Publications, Bret Harte's Books, Mark Twain, Mrs. Brown's Visits, &c.	[937, 873, 1105, 909]
ad-title: H. BULL	[474, 912, 528, 926]
ad-text: Shakespeare, Byron, Hood, Moore, Pope, Mrs Hemans, Milton, Wordsworth, Coleridge, and many others. Poetry for Children; Humorous Poems, Recitations and Reciters, Elocutionists and Speakers.	[937, 328, 1105, 364]
ad-title: GAS! GAS!! GAS!!!	[298, 445, 362, 454]
ad-text: WANTED KNOWN.—That all Legal Forms, Writs, Subpoenas, &c., &c., can be obtained at the Telephone Office. 250	[9, 642, 125, 678]
divider	[817, 531, 919, 532]
section-header-library: Circulating Library.	[937, 1052, 1105, 1068]
ad-signature: GEORGE SCOTT, "The Willows." 209	[136, 365, 254, 374]
ad-title: IN THE ESTATE OF T. E. R. BLOOMFIELD.	[23, 996, 111, 1014]
